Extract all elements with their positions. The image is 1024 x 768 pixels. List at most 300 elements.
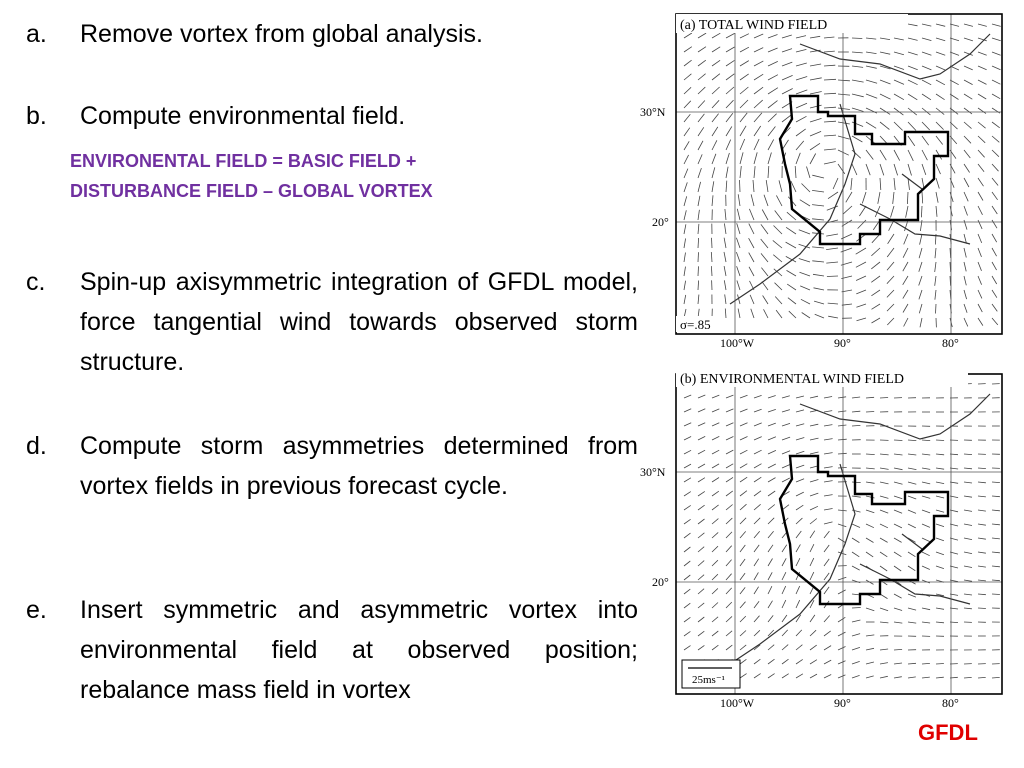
wind-arrow <box>754 450 762 454</box>
wind-arrow <box>978 608 986 609</box>
wind-arrow <box>922 122 930 130</box>
wind-arrow <box>684 87 691 94</box>
wind-arrow <box>812 190 824 192</box>
wind-arrow <box>936 136 943 145</box>
wind-arrow <box>768 518 774 524</box>
wind-arrow <box>815 314 824 318</box>
wind-arrow <box>936 538 944 541</box>
wind-arrow <box>838 94 850 95</box>
wind-arrow <box>936 440 944 441</box>
wind-arrow <box>978 318 983 326</box>
wind-arrow <box>754 113 762 122</box>
wind-arrow <box>964 122 972 129</box>
wind-arrow <box>852 38 862 39</box>
wind-arrow <box>978 580 986 581</box>
wind-arrow <box>978 136 985 143</box>
wind-arrow <box>964 496 972 497</box>
wind-arrow <box>684 60 692 66</box>
wind-arrow <box>754 587 759 594</box>
wind-arrow <box>936 496 944 498</box>
wind-arrow <box>768 114 777 122</box>
wind-arrow <box>880 482 889 484</box>
wind-arrow <box>964 150 970 158</box>
step-text: Compute storm asymmetries determined from vortex fields in previous forecast cycle. <box>80 432 638 500</box>
wind-arrow <box>762 282 768 290</box>
wind-arrow <box>922 24 931 26</box>
wind-arrow <box>936 206 937 217</box>
wind-arrow <box>761 224 768 234</box>
wind-arrow <box>852 661 860 664</box>
wind-arrow <box>880 496 888 498</box>
wind-arrow <box>936 94 945 100</box>
wind-arrow <box>754 559 759 566</box>
wind-arrow <box>936 468 944 469</box>
wind-arrow <box>740 450 747 454</box>
wind-arrow <box>684 238 686 248</box>
step-letter: c. <box>26 268 46 296</box>
wind-arrow <box>903 304 908 313</box>
wind-arrow <box>894 594 902 598</box>
wind-arrow <box>810 674 817 678</box>
wind-arrow <box>782 89 793 95</box>
map-frame <box>676 374 1002 694</box>
wind-arrow <box>828 316 838 318</box>
wind-arrow <box>922 66 931 70</box>
wind-arrow <box>964 178 969 187</box>
wind-arrow <box>880 608 888 611</box>
wind-arrow <box>838 164 845 174</box>
wind-arrow <box>740 139 745 150</box>
wind-arrow <box>768 645 774 650</box>
wind-arrow <box>712 464 719 468</box>
wind-arrow <box>908 94 917 100</box>
wind-arrow <box>866 538 874 543</box>
scale-label: 25ms⁻¹ <box>692 674 725 686</box>
wind-arrow <box>712 631 718 636</box>
wind-arrow <box>866 468 875 469</box>
wind-arrow <box>712 100 719 108</box>
wind-arrow <box>880 510 888 513</box>
wind-arrow <box>754 464 762 468</box>
wind-arrow <box>824 107 836 108</box>
wind-arrow <box>852 66 863 67</box>
wind-arrow <box>936 192 938 203</box>
wind-arrow <box>880 122 889 130</box>
wind-arrow <box>768 478 776 482</box>
wind-arrow <box>684 409 691 412</box>
wind-arrow <box>810 438 819 440</box>
wind-arrow <box>726 477 733 482</box>
wind-arrow <box>796 674 803 678</box>
wind-arrow <box>740 518 746 524</box>
wind-arrow <box>880 150 886 160</box>
wind-arrow <box>725 209 726 220</box>
wind-arrow <box>964 206 968 216</box>
wind-arrow <box>810 118 822 122</box>
wind-arrow <box>992 94 1000 99</box>
wind-arrow <box>866 164 870 175</box>
wind-arrow <box>712 450 719 454</box>
wind-arrow <box>894 52 904 55</box>
wind-arrow <box>684 519 691 524</box>
wind-arrow <box>754 48 763 52</box>
wind-arrow <box>936 510 944 512</box>
wind-arrow <box>768 586 772 594</box>
wind-arrow <box>740 464 747 468</box>
wind-arrow <box>812 175 824 178</box>
wind-arrow <box>894 496 902 499</box>
wind-arrow <box>801 299 810 304</box>
wind-arrow <box>698 395 705 398</box>
wind-arrow <box>866 150 873 160</box>
wind-arrow <box>978 276 982 285</box>
wind-arrow <box>866 676 874 678</box>
wind-arrow <box>852 524 860 528</box>
wind-arrow <box>866 510 874 513</box>
wind-arrow <box>749 267 754 276</box>
wind-arrow <box>684 492 691 496</box>
wind-arrow <box>749 238 754 248</box>
wind-arrow <box>852 94 864 97</box>
wind-arrow <box>824 522 833 524</box>
wind-arrow <box>802 313 810 319</box>
wind-arrow <box>754 437 762 440</box>
wind-arrow <box>726 645 732 650</box>
wind-arrow <box>754 61 763 66</box>
wind-arrow <box>698 547 704 552</box>
wind-arrow <box>824 149 836 150</box>
wind-arrow <box>726 450 733 454</box>
wind-arrow <box>754 34 763 38</box>
wind-arrow <box>684 561 690 566</box>
wind-arrow <box>768 423 776 426</box>
figure-title: (a) TOTAL WIND FIELD <box>680 18 828 33</box>
wind-arrow <box>851 178 852 190</box>
wind-arrow <box>841 262 852 265</box>
wind-arrow <box>922 677 930 678</box>
wind-arrow <box>866 454 875 455</box>
wind-arrow <box>725 309 726 319</box>
wind-arrow <box>936 524 944 527</box>
wind-arrow <box>903 276 908 285</box>
wind-arrow <box>936 677 944 678</box>
wind-arrow <box>712 238 713 248</box>
wind-arrow <box>919 276 922 286</box>
wind-arrow <box>726 464 733 468</box>
wind-arrow <box>964 304 967 313</box>
wind-arrow <box>838 661 846 664</box>
wind-arrow <box>684 533 691 538</box>
wind-arrow <box>919 262 922 272</box>
wind-arrow <box>992 677 1000 678</box>
wind-arrow <box>768 166 769 178</box>
wind-arrow <box>782 49 792 52</box>
wind-arrow <box>866 552 873 557</box>
step-d <box>26 426 638 506</box>
wind-arrow <box>812 205 824 206</box>
wind-arrow <box>768 437 776 440</box>
wind-arrow <box>826 262 838 263</box>
wind-arrow <box>740 47 749 52</box>
wind-arrow <box>684 253 686 263</box>
wind-arrow <box>796 600 800 608</box>
wind-arrow <box>936 566 944 569</box>
wind-arrow <box>796 451 804 454</box>
lon-label-90: 90° <box>834 696 851 709</box>
wind-arrow <box>838 136 850 139</box>
wind-arrow <box>754 126 761 136</box>
wind-arrow <box>796 465 804 468</box>
wind-arrow <box>936 664 944 665</box>
wind-arrow <box>843 206 852 214</box>
wind-arrow <box>684 128 690 136</box>
wind-arrow <box>964 80 973 85</box>
wind-arrow <box>920 234 922 245</box>
wind-arrow <box>894 150 900 161</box>
wind-arrow <box>712 574 718 580</box>
wind-arrow <box>796 103 807 108</box>
lon-label-100w: 100°W <box>720 696 755 709</box>
wind-arrow <box>782 630 788 636</box>
wind-arrow <box>813 274 824 276</box>
wind-arrow <box>908 38 918 40</box>
wind-arrow <box>908 496 916 499</box>
wind-arrow <box>726 140 731 150</box>
wind-arrow <box>824 559 829 566</box>
wind-arrow <box>935 276 936 286</box>
wind-arrow <box>922 108 930 115</box>
wind-arrow <box>740 34 749 38</box>
wind-arrow <box>964 248 966 258</box>
wind-arrow <box>782 423 790 426</box>
wind-arrow <box>684 114 690 122</box>
wind-arrow <box>824 531 829 538</box>
wind-arrow <box>712 47 720 52</box>
wind-arrow <box>922 38 931 41</box>
wind-arrow <box>725 294 726 304</box>
wind-arrow <box>787 270 797 276</box>
wind-arrow <box>740 477 747 482</box>
wind-arrow <box>922 482 930 484</box>
wind-arrow <box>712 181 714 192</box>
wind-arrow <box>698 478 705 482</box>
wind-arrow <box>978 524 986 525</box>
wind-arrow <box>684 196 687 206</box>
wind-arrow <box>754 423 762 426</box>
wind-arrow <box>782 659 789 664</box>
wind-arrow <box>786 227 796 234</box>
wind-arrow <box>782 478 790 482</box>
wind-arrow <box>992 192 998 200</box>
wind-arrow <box>768 491 775 496</box>
wind-arrow <box>936 38 945 41</box>
wind-arrow <box>712 409 719 412</box>
wind-arrow <box>698 436 705 440</box>
wind-arrow <box>866 648 874 650</box>
wind-arrow <box>766 180 768 192</box>
wind-arrow <box>810 544 814 552</box>
step-b <box>26 96 638 136</box>
wind-arrow <box>768 61 778 66</box>
wind-arrow <box>698 575 704 580</box>
wind-arrow <box>773 240 782 248</box>
wind-arrow <box>922 440 930 441</box>
wind-arrow <box>768 396 776 399</box>
wind-arrow <box>922 454 930 455</box>
wind-arrow <box>964 290 967 299</box>
wind-arrow <box>796 586 800 594</box>
wind-arrow <box>782 451 790 454</box>
wind-arrow <box>684 617 690 622</box>
wind-arrow <box>698 141 703 150</box>
wind-arrow <box>754 395 762 398</box>
wind-arrow <box>775 297 782 305</box>
wind-arrow <box>922 538 930 542</box>
wind-arrow <box>866 136 875 144</box>
wind-arrow <box>880 80 891 84</box>
wind-arrow <box>978 24 987 26</box>
lon-label-90: 90° <box>834 336 851 349</box>
wind-arrow <box>903 262 908 271</box>
wind-arrow <box>782 586 786 594</box>
wind-arrow <box>712 617 718 622</box>
wind-arrow <box>992 594 1000 595</box>
wind-arrow <box>866 524 874 528</box>
wind-arrow <box>922 150 927 160</box>
wind-arrow <box>724 238 726 248</box>
wind-arrow <box>894 566 901 571</box>
wind-arrow <box>698 281 699 291</box>
wind-arrow <box>894 510 902 513</box>
wind-arrow <box>684 33 692 38</box>
wind-arrow <box>810 506 818 510</box>
wind-arrow <box>964 318 968 326</box>
wind-arrow <box>796 129 806 136</box>
wind-arrow <box>936 122 944 130</box>
wind-arrow <box>894 677 902 678</box>
wind-arrow <box>866 662 874 664</box>
wind-arrow <box>894 482 903 484</box>
wind-arrow <box>796 479 804 482</box>
wind-arrow <box>698 182 701 192</box>
wind-arrow <box>964 276 966 285</box>
wind-arrow <box>810 64 821 66</box>
wind-arrow <box>726 560 732 566</box>
wind-arrow <box>740 602 746 608</box>
wind-arrow <box>894 454 903 455</box>
note-line-2: DISTURBANCE FIELD – GLOBAL VORTEX <box>70 181 433 201</box>
wind-arrow <box>922 510 930 513</box>
wind-arrow <box>698 617 704 622</box>
wind-arrow <box>894 663 902 664</box>
wind-arrow <box>838 108 850 110</box>
wind-arrow <box>736 252 740 262</box>
wind-arrow <box>866 397 874 398</box>
wind-arrow <box>992 80 1000 84</box>
wind-arrow <box>799 259 810 263</box>
wind-arrow <box>894 122 903 130</box>
wind-arrow <box>978 262 982 271</box>
wind-arrow <box>712 154 716 164</box>
wind-arrow <box>852 52 863 53</box>
wind-arrow <box>880 94 891 99</box>
wind-arrow <box>852 552 859 557</box>
wind-arrow <box>893 192 894 204</box>
wind-arrow <box>698 154 702 164</box>
wind-arrow <box>810 105 822 108</box>
wind-arrow <box>852 80 864 82</box>
wind-arrow <box>726 47 735 52</box>
wind-arrow <box>698 47 706 52</box>
wind-arrow <box>799 230 810 234</box>
wind-arrow <box>754 616 760 622</box>
wind-arrow <box>964 454 972 455</box>
wind-arrow <box>782 437 790 440</box>
wind-arrow <box>824 587 829 594</box>
wind-arrow <box>754 152 757 164</box>
wind-arrow <box>787 284 796 290</box>
wind-arrow <box>992 510 1000 511</box>
wind-arrow <box>740 645 746 650</box>
wind-arrow <box>684 631 690 636</box>
step-letter: d. <box>26 432 47 460</box>
wind-arrow <box>978 122 986 128</box>
wind-arrow <box>880 178 881 190</box>
wind-arrow <box>894 538 902 542</box>
wind-arrow <box>880 454 889 455</box>
wind-arrow <box>796 63 807 66</box>
wind-arrow <box>866 94 877 98</box>
wind-arrow <box>740 409 748 412</box>
wind-arrow <box>992 248 997 256</box>
wind-arrow <box>992 262 997 270</box>
wind-arrow <box>978 66 987 70</box>
wind-arrow <box>796 630 802 636</box>
wind-arrow <box>824 135 836 136</box>
wind-arrow <box>698 114 704 122</box>
wind-arrow <box>712 505 719 510</box>
wind-arrow <box>796 424 804 426</box>
wind-arrow <box>922 552 930 556</box>
wind-arrow <box>737 209 740 220</box>
wind-arrow <box>796 410 804 412</box>
wind-arrow <box>856 248 866 254</box>
wind-arrow <box>698 491 705 496</box>
wind-arrow <box>887 248 894 257</box>
wind-arrow <box>992 66 1001 70</box>
wind-arrow <box>833 178 838 189</box>
wind-arrow <box>922 164 926 175</box>
wind-arrow <box>992 164 999 171</box>
wind-arrow <box>754 100 763 108</box>
wind-arrow <box>800 286 810 290</box>
step-text: Remove vortex from global analysis. <box>80 20 483 48</box>
wind-arrow <box>810 396 818 398</box>
wind-arrow <box>814 301 824 304</box>
wind-arrow <box>754 477 761 482</box>
wind-arrow <box>684 295 686 304</box>
wind-arrow <box>992 482 1000 483</box>
wind-arrow <box>726 100 734 108</box>
wind-arrow <box>810 493 818 496</box>
wind-arrow <box>698 60 706 66</box>
wind-arrow <box>824 439 833 440</box>
wind-arrow <box>846 192 852 202</box>
wind-arrow <box>768 559 773 567</box>
wind-arrow <box>880 524 888 528</box>
wind-arrow <box>852 620 860 622</box>
wind-arrow <box>749 224 754 234</box>
